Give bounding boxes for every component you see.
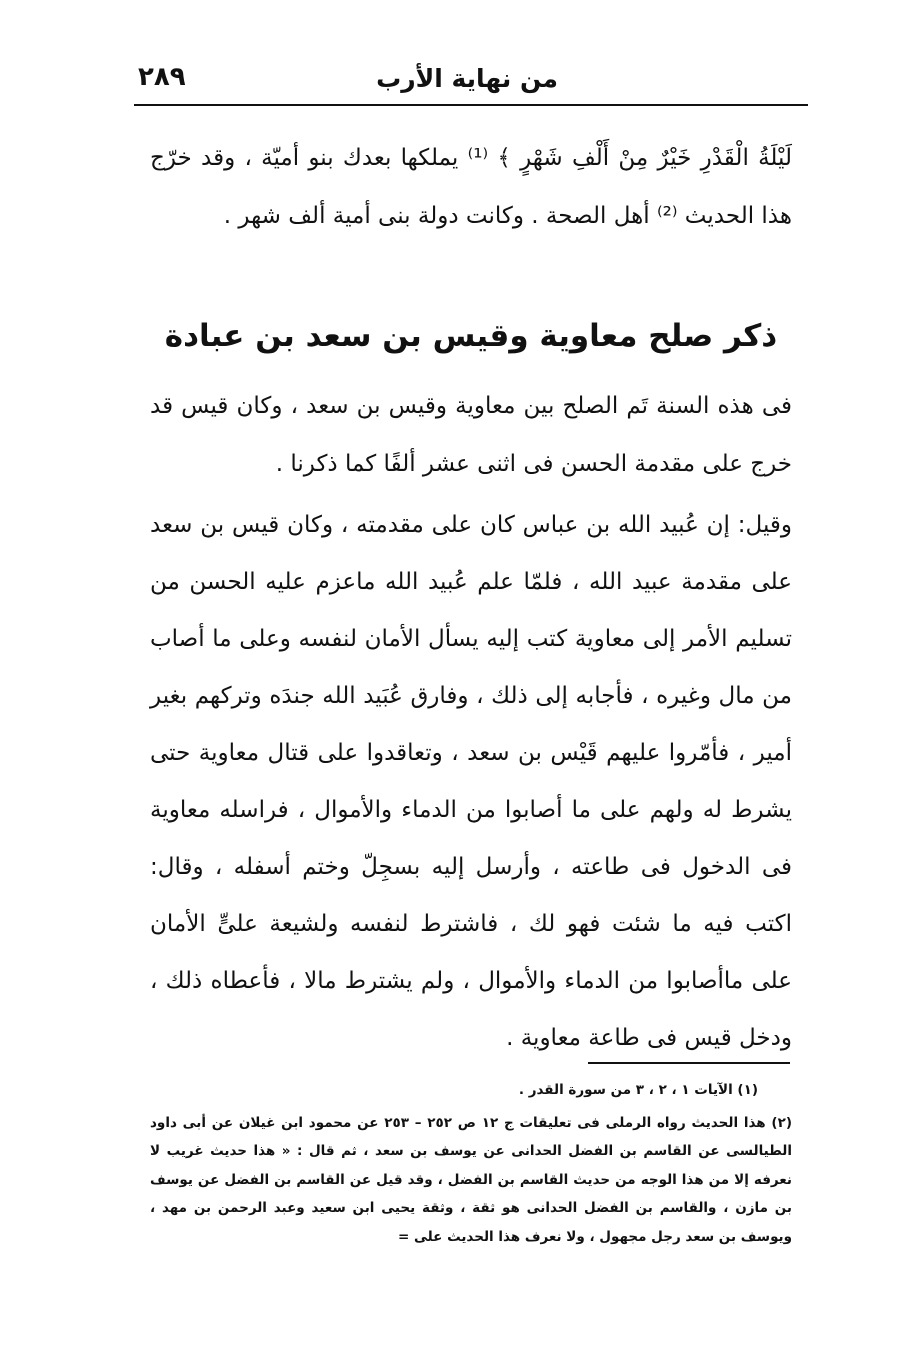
paragraph-1: [150, 378, 792, 493]
footnote-rule: [588, 1062, 790, 1064]
paragraph-2-text: وقيل: إن عُبيد الله بن عباس كان على مقدمته ، وكان قيس بن سعد على مقدمة عبيد الله ، فلمّا علم عُبيد الله ماعزم عليه الحسن من تسليم الأمر إلى معاوية كتب إليه يسأل الأمان لنفسه وعلى ما أصاب من مال وغيره ، فأجابه إلى ذلك ، وفارق عُبَيد الله جندَه وتركهم بغير أمير ، فأمّروا عليهم قَيْس بن سعد ، وتعاقدوا على قتال معاوية حتى يشرط له ولهم على ما أصابوا من الدماء والأموال ، فراسله معاوية فى الدخول فى طاعته ، وأرسل إليه بسجِلّ وختم أسفله ، وقال: اكتب فيه ما شئت فهو لك ، فاشترط لنفسه ولشيعة علىٍّ الأمان على ماأصابوا من الدماء والأموال ، ولم يشترط مالا ، فأعطاه ذلك ، ودخل قيس فى طاعة معاوية .: [150, 512, 792, 1051]
footnote-2: (٢) هذا الحديث رواه الرملى فى تعليقات ج ١٢ ص ٢٥٢ – ٢٥٣ عن محمود ابن غيلان عن أبى داود الطيالسى عن القاسم بن الفضل الحدانى عن يوسف بن سعد ، ثم قال : « هذا حديث غريب لا نعرفه إلا من هذا الوجه من حديث القاسم بن الفضل ، وقد قيل عن القاسم بن الفضل عن يوسف بن مازن ، والقاسم بن الفضل الحدانى هو ثقة ، وثقة يحيى ابن سعيد وعبد الرحمن بن مهد ، ويوسف بن سعد رجل مجهول ، ولا نعرف هذا الحديث على =: [150, 1114, 792, 1245]
running-title: من نهاية الأرب: [376, 64, 558, 93]
continuation-paragraph: [150, 130, 792, 245]
paragraph-1-text: فى هذه السنة تَم الصلح بين معاوية وقيس بن سعد ، وكان قيس قد خرج على مقدمة الحسن فى اثنى عشر ألفًا كما ذكرنا .: [150, 393, 792, 477]
paragraph-2: [150, 497, 792, 1067]
page-header: [138, 58, 806, 106]
footnote-1: (١) الآيات ١ ، ٢ ، ٣ من سورة القدر .: [518, 1082, 758, 1098]
footnotes: [150, 1076, 792, 1251]
section-heading: ذكر صلح معاوية وقيس بن سعد بن عبادة: [164, 318, 778, 354]
header-rule: [134, 104, 808, 106]
continuation-text: لَيْلَةُ الْقَدْرِ خَيْرٌ مِنْ أَلْفِ شَهْرٍ ﴾ ⁽¹⁾ يملكها بعدك بنو أميّة ، وقد خرّج هذا الحديث ⁽²⁾ أهل الصحة . وكانت دولة بنى أمية ألف شهر .: [150, 145, 792, 229]
page-number: ٢٨٩: [138, 62, 186, 92]
